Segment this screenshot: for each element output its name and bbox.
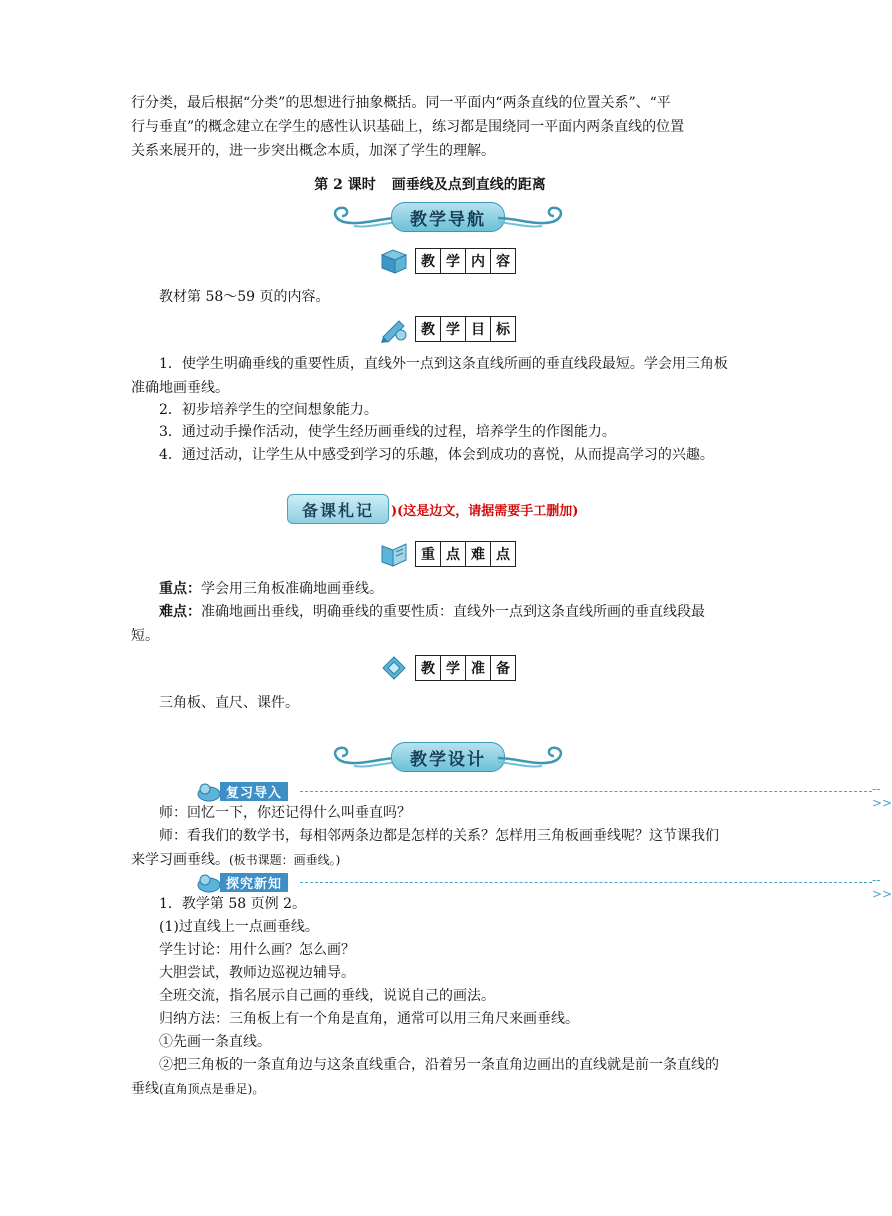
cloud-icon bbox=[196, 780, 222, 802]
list-item: 全班交流，指名展示自己画的垂线，说说自己的画法。 bbox=[159, 988, 495, 1004]
difficult-point: 难点：准确地画出垂线，明确垂线的重要性质：直线外一点到这条直线所画的垂直线段最短。 bbox=[131, 604, 705, 644]
goals-heading bbox=[379, 315, 516, 343]
banner-title: 教学设计 bbox=[391, 742, 505, 772]
goal-item: 3．通过动手操作活动，使学生经历画垂线的过程，培养学生的作图能力。 bbox=[159, 424, 616, 440]
list-item: 学生讨论：用什么画？怎么画？ bbox=[159, 942, 355, 958]
list-item: 归纳方法：三角板上有一个角是直角，通常可以用三角尺来画垂线。 bbox=[159, 1011, 579, 1027]
lesson-title: 第 2 课时 画垂线及点到直线的距离 bbox=[314, 177, 546, 193]
list-item: ②把三角板的一条直角边与这条直线重合，沿着另一条直角边画出的直线就是前一条直线的垂线(直角顶点是垂足)。 bbox=[131, 1057, 719, 1097]
dashed-divider bbox=[300, 791, 872, 792]
swirl-left-icon bbox=[330, 744, 400, 770]
goal-item: 4．通过活动，让学生从中感受到学习的乐趣，体会到成功的喜悦，从而提高学习的兴趣。 bbox=[159, 447, 714, 463]
dialog-line: 师：看我们的数学书，每相邻两条边都是怎样的关系？怎样用三角板画垂线呢？这节课我们来学习画垂线。(板书课题：画垂线。) bbox=[131, 828, 719, 868]
banner-title: 教学导航 bbox=[391, 202, 505, 232]
double-arrow-icon: -->> bbox=[872, 782, 892, 810]
list-item: (1)过直线上一点画垂线。 bbox=[159, 919, 319, 935]
keypoints-heading bbox=[379, 540, 516, 568]
heading-boxes: 教 学 准 备 bbox=[415, 655, 516, 681]
prep-heading bbox=[379, 654, 516, 682]
step-label: 复习导入 bbox=[220, 782, 288, 801]
swirl-left-icon bbox=[330, 204, 400, 230]
swirl-right-icon bbox=[496, 744, 566, 770]
teaching-design-banner bbox=[330, 742, 566, 772]
goal-item: 2．初步培养学生的空间想象能力。 bbox=[159, 402, 378, 418]
prep-text: 三角板、直尺、课件。 bbox=[159, 695, 299, 711]
cloud-icon bbox=[196, 871, 222, 893]
memo-badge: 备课札记 bbox=[287, 494, 389, 524]
dialog-line: 师：回忆一下，你还记得什么叫垂直吗？ bbox=[159, 805, 411, 821]
pencil-icon bbox=[379, 315, 409, 343]
list-item: 1．教学第 58 页例 2。 bbox=[159, 896, 306, 912]
folder-icon bbox=[379, 247, 409, 275]
content-heading bbox=[379, 247, 516, 275]
heading-boxes: 教 学 目 标 bbox=[415, 316, 516, 342]
dashed-divider bbox=[300, 882, 872, 883]
list-item: 大胆尝试，教师边巡视边辅导。 bbox=[159, 965, 355, 981]
memo-note: )(这是边文，请据需要手工删加) bbox=[391, 503, 579, 519]
step-label: 探究新知 bbox=[220, 873, 288, 892]
book-icon bbox=[379, 540, 409, 568]
memo-row bbox=[287, 494, 578, 524]
intro-paragraph: 行分类，最后根据“分类”的思想进行抽象概括。同一平面内“两条直线的位置关系”、“平 行与垂直”的概念建立在学生的感性认识基础上，练习都是围绕同一平面内两条直线的位置 关系来展开的，进一步突出概念本质，加深了学生的理解。 bbox=[131, 95, 685, 159]
content-text: 教材第 58～59 页的内容。 bbox=[159, 289, 330, 305]
tools-icon bbox=[379, 654, 409, 682]
list-item: ①先画一条直线。 bbox=[159, 1034, 271, 1050]
double-arrow-icon: -->> bbox=[872, 873, 892, 901]
goal-item: 1．使学生明确垂线的重要性质，直线外一点到这条直线所画的垂直线段最短。学会用三角板准确地画垂线。 bbox=[131, 356, 728, 396]
heading-boxes: 教 学 内 容 bbox=[415, 248, 516, 274]
key-point: 重点：学会用三角板准确地画垂线。 bbox=[159, 581, 383, 597]
swirl-right-icon bbox=[496, 204, 566, 230]
teaching-nav-banner bbox=[330, 202, 566, 232]
heading-boxes: 重 点 难 点 bbox=[415, 541, 516, 567]
